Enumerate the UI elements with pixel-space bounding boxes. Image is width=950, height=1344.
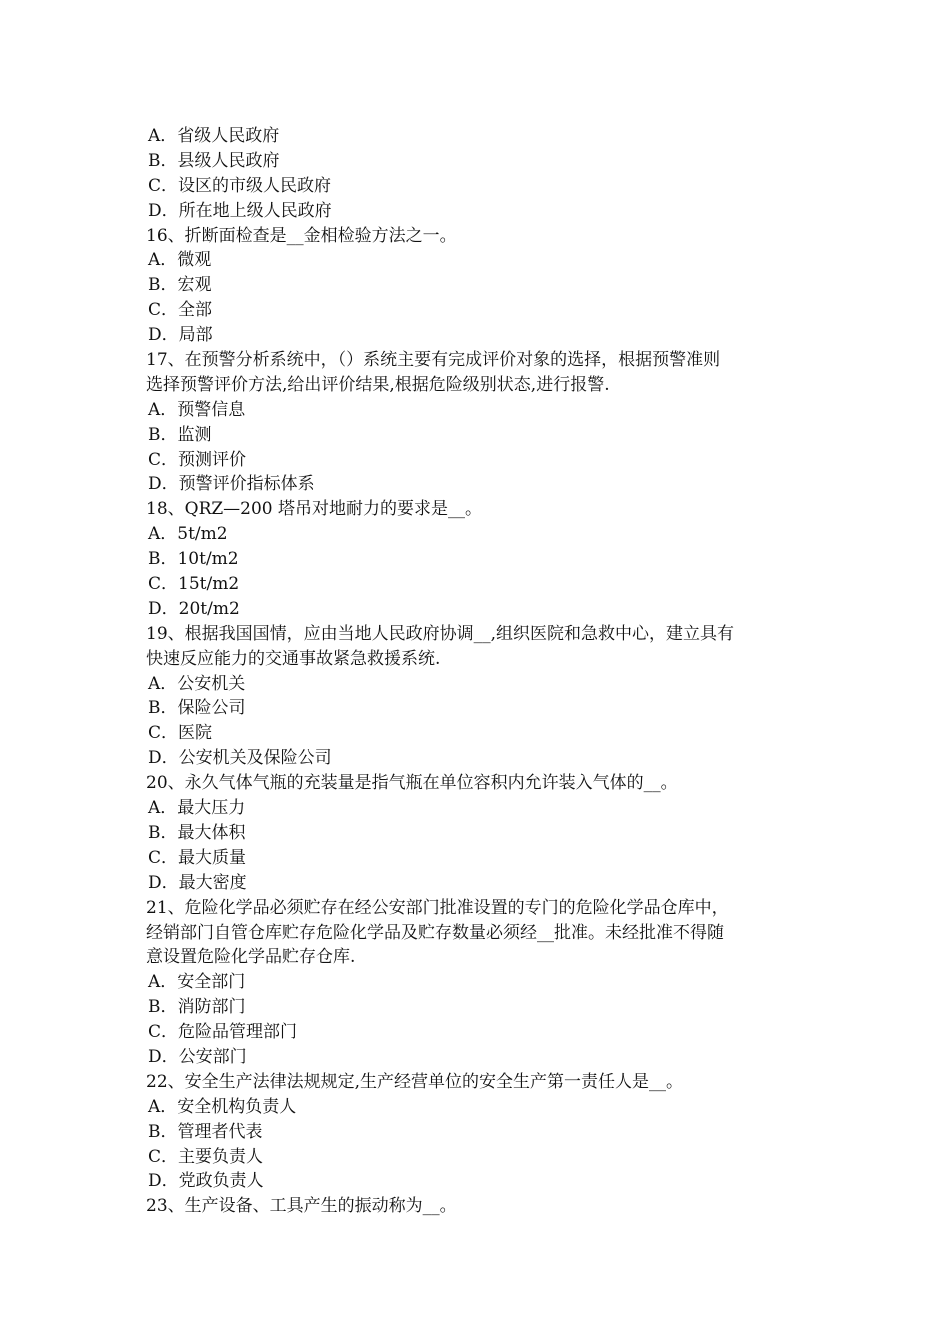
answer-option: D．最大密度 <box>148 872 247 893</box>
answer-option: D．公安机关及保险公司 <box>148 748 332 769</box>
answer-option: A．安全部门 <box>148 972 246 993</box>
question-text: 22、安全生产法律法规规定,生产经营单位的安全生产第一责任人是__。 <box>146 1071 684 1092</box>
question-text: 20、永久气体气瓶的充装量是指气瓶在单位容积内允许装入气体的__。 <box>146 773 678 794</box>
document-body <box>146 124 816 1219</box>
answer-option: D．局部 <box>148 325 213 346</box>
answer-option: D．党政负责人 <box>148 1171 264 1192</box>
question-text: 经销部门自管仓库贮存危险化学品及贮存数量必须经__批准。未经批准不得随 <box>146 922 724 943</box>
question-text: 23、生产设备、工具产生的振动称为__。 <box>146 1196 457 1217</box>
question-text: 19、根据我国国情，应由当地人民政府协调__,组织医院和急救中心，建立具有 <box>146 623 735 644</box>
answer-option: A．安全机构负责人 <box>148 1096 297 1117</box>
answer-option: B．10t/m2 <box>148 549 239 570</box>
question-text: 意设置危险化学品贮存仓库. <box>146 947 356 968</box>
question-text: 21、危险化学品必须贮存在经公安部门批准设置的专门的危险化学品仓库中， <box>146 897 729 918</box>
question-text: 16、折断面检查是__金相检验方法之一。 <box>146 225 457 246</box>
document-page <box>146 124 816 1219</box>
answer-option: C．全部 <box>148 300 213 321</box>
answer-option: D．公安部门 <box>148 1046 247 1067</box>
answer-option: A．省级人民政府 <box>148 126 280 146</box>
answer-option: C．医院 <box>148 723 213 744</box>
answer-option: B．管理者代表 <box>148 1121 263 1142</box>
answer-option: C．预测评价 <box>148 449 247 470</box>
answer-option: A．预警信息 <box>148 399 246 420</box>
answer-option: A．最大压力 <box>148 798 246 819</box>
answer-option: C．设区的市级人民政府 <box>148 175 332 196</box>
answer-option: D．20t/m2 <box>148 598 240 619</box>
answer-option: C．最大质量 <box>148 847 247 868</box>
answer-option: B．县级人民政府 <box>148 150 280 171</box>
answer-option: B．消防部门 <box>148 997 246 1018</box>
answer-option: D．预警评价指标体系 <box>148 474 315 495</box>
question-text: 选择预警评价方法,给出评价结果,根据危险级别状态,进行报警. <box>146 374 610 395</box>
question-text: 18、QRZ—200 塔吊对地耐力的要求是__。 <box>146 499 483 520</box>
answer-option: B．保险公司 <box>148 698 246 719</box>
answer-option: A．微观 <box>148 250 212 271</box>
answer-option: C．15t/m2 <box>148 574 240 595</box>
answer-option: C．主要负责人 <box>148 1146 264 1167</box>
answer-option: D．所在地上级人民政府 <box>148 200 332 221</box>
answer-option: B．最大体积 <box>148 822 246 843</box>
answer-option: B．宏观 <box>148 275 212 296</box>
answer-option: A．公安机关 <box>148 673 246 694</box>
answer-option: A．5t/m2 <box>148 524 228 545</box>
answer-option: C．危险品管理部门 <box>148 1022 298 1043</box>
question-text: 17、在预警分析系统中，（）系统主要有完成评价对象的选择，根据预警准则 <box>146 350 721 371</box>
answer-option: B．监测 <box>148 424 212 445</box>
question-text: 快速反应能力的交通事故紧急救援系统. <box>146 648 441 669</box>
